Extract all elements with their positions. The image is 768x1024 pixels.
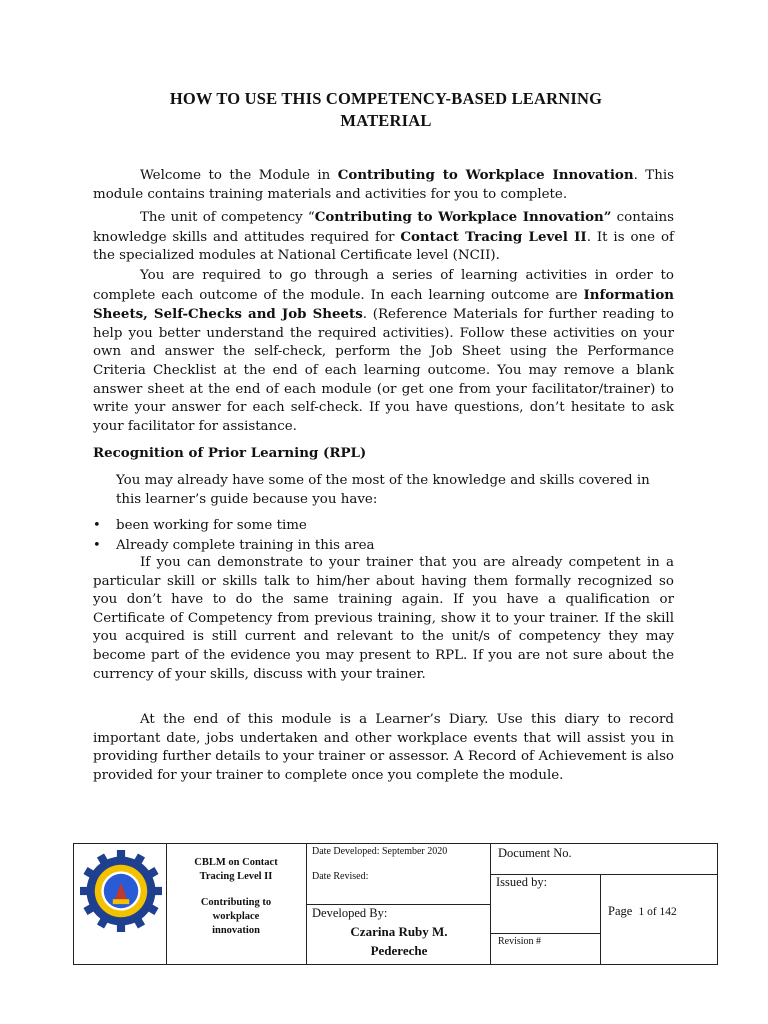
text: . It is one of the specialized modules at National Certificate level (NCII). <box>93 229 675 264</box>
text: Contributing to <box>200 897 272 908</box>
text: Pedereche <box>370 943 428 958</box>
date-developed: Date Developed: September 2020 <box>312 846 448 857</box>
rpl-bullet-list <box>93 516 375 556</box>
list-item: • been working for some time <box>93 516 375 536</box>
rpl-heading: Recognition of Prior Learning (RPL) <box>93 445 367 461</box>
rpl-intro: You may already have some of the most of the knowledge and skills covered in this learner’s guide because you have: <box>116 473 650 507</box>
list-item: • Already complete training in this area <box>93 536 375 556</box>
page-label: Page <box>608 904 633 918</box>
cblm-title <box>170 856 302 884</box>
text: Tracing Level II <box>199 871 273 882</box>
module-title <box>170 896 302 938</box>
rpl-paragraph: If you can demonstrate to your trainer that you are already competent in a particular skill or skills talk to him/her about having them formally recognized so you don’t have to do the same training again. If you have a qualification or Certificate of Competency from previous training, show it to your trainer. If the skill you acquired is still current and relevant to the unit/s of competency they may become part of the evidence you may present to RPL. If you are not sure about the currency of your skills, discuss with your trainer. <box>93 555 674 682</box>
title-line-1: HOW TO USE THIS COMPETENCY-BASED LEARNING <box>169 89 603 108</box>
school-seal-icon <box>80 850 162 932</box>
page-title <box>92 88 680 132</box>
revision-label: Revision # <box>498 936 542 947</box>
unit-paragraph <box>93 208 674 266</box>
text: contains knowledge skills and attitudes required for <box>93 210 674 245</box>
developer-name <box>310 922 488 960</box>
welcome-paragraph <box>93 166 674 204</box>
qualification-name: Contact Tracing Level II <box>400 228 587 245</box>
text: You are required to go through a series of learning activities in order to complete each outcome of the module. In each learning outcome are <box>93 268 674 303</box>
text: . This module contains training materials and activities for you to complete. <box>93 168 675 202</box>
issued-by-label: Issued by: <box>496 875 548 889</box>
text: innovation <box>212 925 260 936</box>
title-line-2: MATERIAL <box>340 111 432 130</box>
text: workplace <box>212 911 260 922</box>
text: The unit of competency “ <box>140 210 315 225</box>
activities-paragraph <box>93 267 674 436</box>
module-name: Contributing to Workplace Innovation <box>337 167 634 183</box>
developed-by-label: Developed By: <box>312 906 388 920</box>
sheets-list: Information Sheets, Self-Checks and Job Sheets <box>93 286 674 323</box>
text: . (Reference Materials for further reading to help you better understand the required activities). Follow these activities on your own and answer the self-check, perform the Job Sheet using the Performance Criteria Checklist at the end of each learning outcome. You may remove a blank answer sheet at the end of each module (or get one from your facilitator/trainer) to write your answer for each self-check. If you have questions, don’t hesitate to ask your facilitator for assistance. <box>93 307 674 434</box>
diary-paragraph: At the end of this module is a Learner’s Diary. Use this diary to record important date, jobs undertaken and other workplace events that will assist you in providing further details to your trainer or assessor. A Record of Achievement is also provided for your trainer to complete once you complete the module. <box>93 712 674 783</box>
date-revised: Date Revised: <box>312 871 369 882</box>
document-footer-table <box>73 843 718 965</box>
unit-name: Contributing to Workplace Innovation” <box>314 209 612 225</box>
text: Welcome to the Module in <box>140 168 338 183</box>
page-number <box>608 904 677 919</box>
text: CBLM on Contact <box>194 857 278 868</box>
page-value: 1 of 142 <box>638 906 677 918</box>
document-no-label: Document No. <box>498 846 572 860</box>
text: Czarina Ruby M. <box>350 924 448 939</box>
